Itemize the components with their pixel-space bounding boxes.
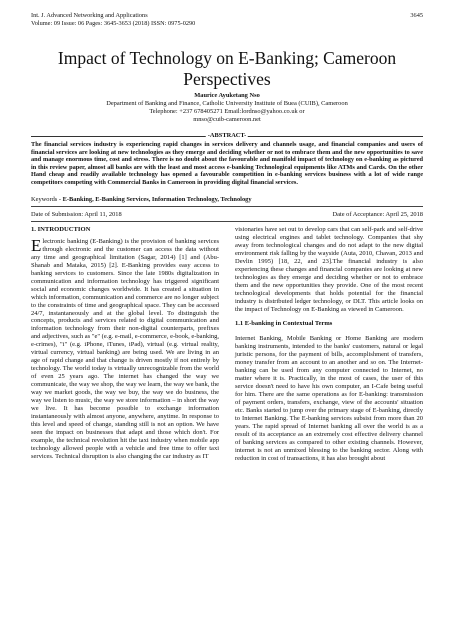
author-block [31,92,423,124]
column-left [31,226,219,461]
author-affiliation: Department of Banking and Finance, Catholic University Institute of Buea (CUIB), Cameroon [106,100,348,107]
ebanking-paragraph: Internet Banking, Mobile Banking or Home Banking are modern banking instruments, intended to the banks' customers, natural or legal juristic persons, for the payment of bills, accomplishment of transfers, money transfer from an account to an another and so on. The Internet-banking can be used from any computer connected to Internet, no matter where it is. Practically, in the most of cases, the user of this service doesn't need to have his own computer, an I-Cafe being useful for him. There are the same operations as for E-banking: transmission of payment orders, transfers, exchange, view of the accounts' situation etc. Banks started to jump over the primary stage of E-banking, directly to Internet Banking. The E-banking services subsist from more than 20 years. The rapid spread of Internet banking all over the world is as a result of its acceptance as an extremely cost effective delivery channel of banking services as compared to other existing channels. However, internet is not an unmixed blessing to the banking sector. Along with reduction in cost of transactions, it has also brought about [235,335,423,462]
journal-name: Int. J. Advanced Networking and Applications [31,12,148,19]
intro-paragraph [31,235,219,461]
divider-top [31,206,423,207]
intro-text: lectronic banking (E-Banking) is the provision of banking services through electronic and the customer can access the data without any time and geographical limitation (Sagar, 2014) [1] and (Abu-Shanab and Mataka, 2015) [2]. E-Banking provides easy access to banking services to customers. Since the late 1980s digitalization in communication and information technology has triggered significant social and economic changes worldwide. It has created a situation in which information, communication and commerce are no longer subject to the constraints of time and geographical space. They can be accessed 24/7, instantaneously and at the global level. To distinguish the concepts, products and services related to digital communication and information technology from their non-digital counterparts, prefixes and adjectives, such as "e" (e.g. e-mail, e-commerce, e-book, e-banking, e-crimes), "i" (e.g. iPhone, iTunes, iPad), virtual (e.g. virtual reality, virtual currency, virtual banking) are being used. We are living in an age of rapid change and that change is driven mostly if not entirely by technology. The world today is virtually unrecognizable from the world of even 25 years ago. The internet has changed the way we communicate, the way we shop, the way we learn, the way we bank, the way we market goods, the way we buy, the way we do business, the way we listen to music, the way we store information – in short the way we live. It has become possible to exchange information instantaneously with almost anyone, anywhere, anytime. In response to this level and speed of change, standing still is not an option. We have seen the impact on businesses that adapt and those which don't. For example, the technical revolution hit the taxi industry when mobile app technology allowed people with a vehicle and free time to offer taxi services. Technical disruption is also changing the car industry as IT [31,237,219,460]
paper-title: Impact of Technology on E-Banking; Cameroon Perspectives [57,48,397,89]
abstract-text: The financial services industry is experiencing rapid changes in services delivery and channels usage, and financial companies and users of financial services are looking at new technologies as they emerge and deciding whether or not to embrace them and the new opportunities to save and manage enormous time, cost and stress. There is no doubt about the favourable and manifold impact of technology on e-banking as pictured in this review paper, almost all banks are with the least and most access e-banking Technological equipments like ATMs and Cards. On the other Hand cheap and readily available technology has opened a favourable competition in e-banking services business with a lot of wide range competitors competing with Commercial Banks in Cameroon in providing digital financial services. [31,141,423,186]
submission-date: Date of Submission: April 11, 2018 [31,211,122,218]
page-number: 3645 [410,12,423,19]
keywords-value: E-Banking, E-Banking Services, Information Technology, Technology [62,196,252,203]
keywords-label: Keywords - [31,196,61,203]
spacer [235,313,423,320]
author-contact: Telephone: +237 678405271 Email:lordnso@yahoo.co.uk or [149,108,305,115]
abstract-label: -ABSTRACT- [207,132,247,139]
column-right [235,226,423,463]
intro-continuation: visionaries have set out to develop cars that can self-park and self-drive using electrical engines and tablet technology. Companies that shy away from technological changes and do not adapt to the new digital environment risk falling by the wayside (Auta, 2010, Chavan, 2013 and Devlin 1995) [18, 22, and 23].The financial industry is also experiencing these changes and financial companies are looking at new technologies as they emerge and deciding whether or not to embrace them and the new opportunities they provide. One of the most recent technological developments that holds potential for the financial industry is distributed ledger technology, or DLT. This article looks on the impact of Technology on E-Banking as viewed in Cameroon. [235,226,423,313]
journal-volume: Volume: 09 Issue: 06 Pages: 3645-3653 (2018) ISSN: 0975-0290 [31,20,196,27]
section-heading-introduction: 1. INTRODUCTION [31,226,91,233]
abstract-divider [31,132,423,140]
divider-bottom [31,221,423,222]
drop-cap: E [31,235,42,255]
keywords-line [31,196,423,204]
author-email: mnso@cuib-cameroon.net [193,116,261,123]
paper-page [31,0,423,640]
acceptance-date: Date of Acceptance: April 25, 2018 [332,211,423,218]
author-name: Maurice Ayuketang Nso [194,92,260,99]
subsection-heading-ebanking: 1.1 E-banking in Contextual Terms [235,320,333,328]
